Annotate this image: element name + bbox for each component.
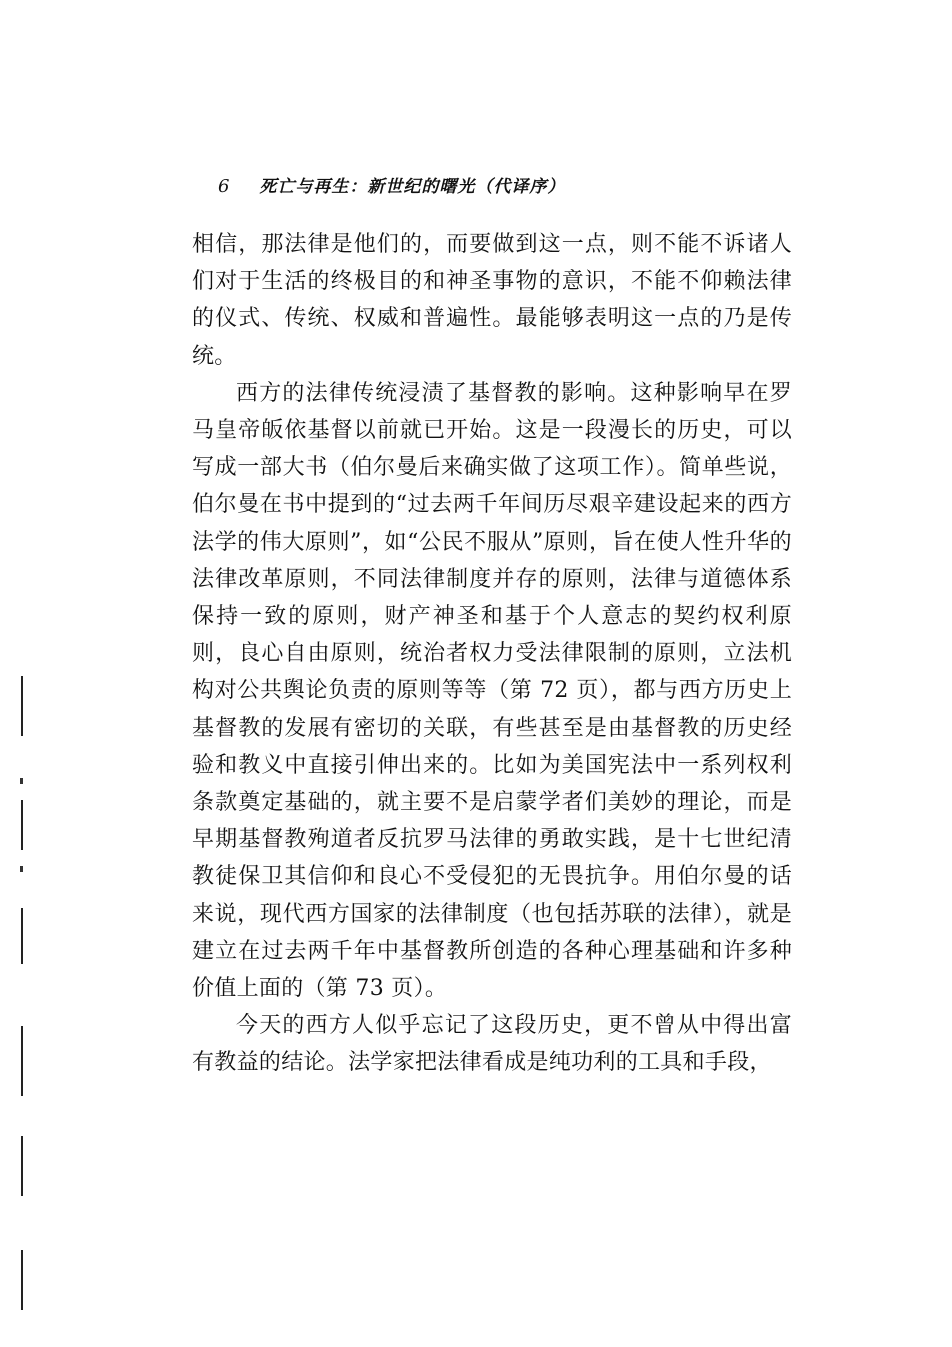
scan-edge-mark: [21, 676, 23, 736]
page-number: 6: [218, 176, 231, 197]
running-header: [218, 172, 818, 202]
paragraph-continued: 相信，那法律是他们的，而要做到这一点，则不能不诉诸人们对于生活的终极目的和神圣事物的意识，不能不仰赖法律的仪式、传统、权威和普遍性。最能够表明这一点的乃是传统。: [192, 232, 792, 369]
scan-edge-mark: [21, 1250, 23, 1310]
scan-edge-mark: [21, 800, 23, 850]
scan-edge-mark: [21, 1136, 23, 1196]
paragraph: 今天的西方人似乎忘记了这段历史，更不曾从中得出富有教益的结论。法学家把法律看成是纯功利的工具和手段，: [192, 1013, 792, 1076]
scan-edge-dot: [20, 866, 23, 872]
body-text: [192, 226, 792, 1082]
running-header-title: 死亡与再生：新世纪的曙光（代译序）: [259, 177, 566, 197]
scan-edge-dot: [20, 778, 23, 784]
scan-edge-mark: [21, 1026, 23, 1096]
paragraph: 西方的法律传统浸渍了基督教的影响。这种影响早在罗马皇帝皈依基督以前就已开始。这是一段漫长的历史，可以写成一部大书（伯尔曼后来确实做了这项工作）。简单些说，伯尔曼在书中提到的“过去两千年间历尽艰辛建设起来的西方法学的伟大原则”，如“公民不服从”原则，旨在使人性升华的法律改革原则，不同法律制度并存的原则，法律与道德体系保持一致的原则，财产神圣和基于个人意志的契约权利原则，良心自由原则，统治者权力受法律限制的原则，立法机构对公共舆论负责的原则等等（第 72 页），都与西方历史上基督教的发展有密切的关联，有些甚至是由基督教的历史经验和教义中直接引伸出来的。比如为美国宪法中一系列权利条款奠定基础的，就主要不是启蒙学者们美妙的理论，而是早期基督教殉道者反抗罗马法律的勇敢实践，是十七世纪清教徒保卫其信仰和良心不受侵犯的无畏抗争。用伯尔曼的话来说，现代西方国家的法律制度（也包括苏联的法律），就是建立在过去两千年中基督教所创造的各种心理基础和许多种价值上面的（第 73 页）。: [192, 380, 792, 1002]
scan-edge-mark: [21, 908, 23, 964]
